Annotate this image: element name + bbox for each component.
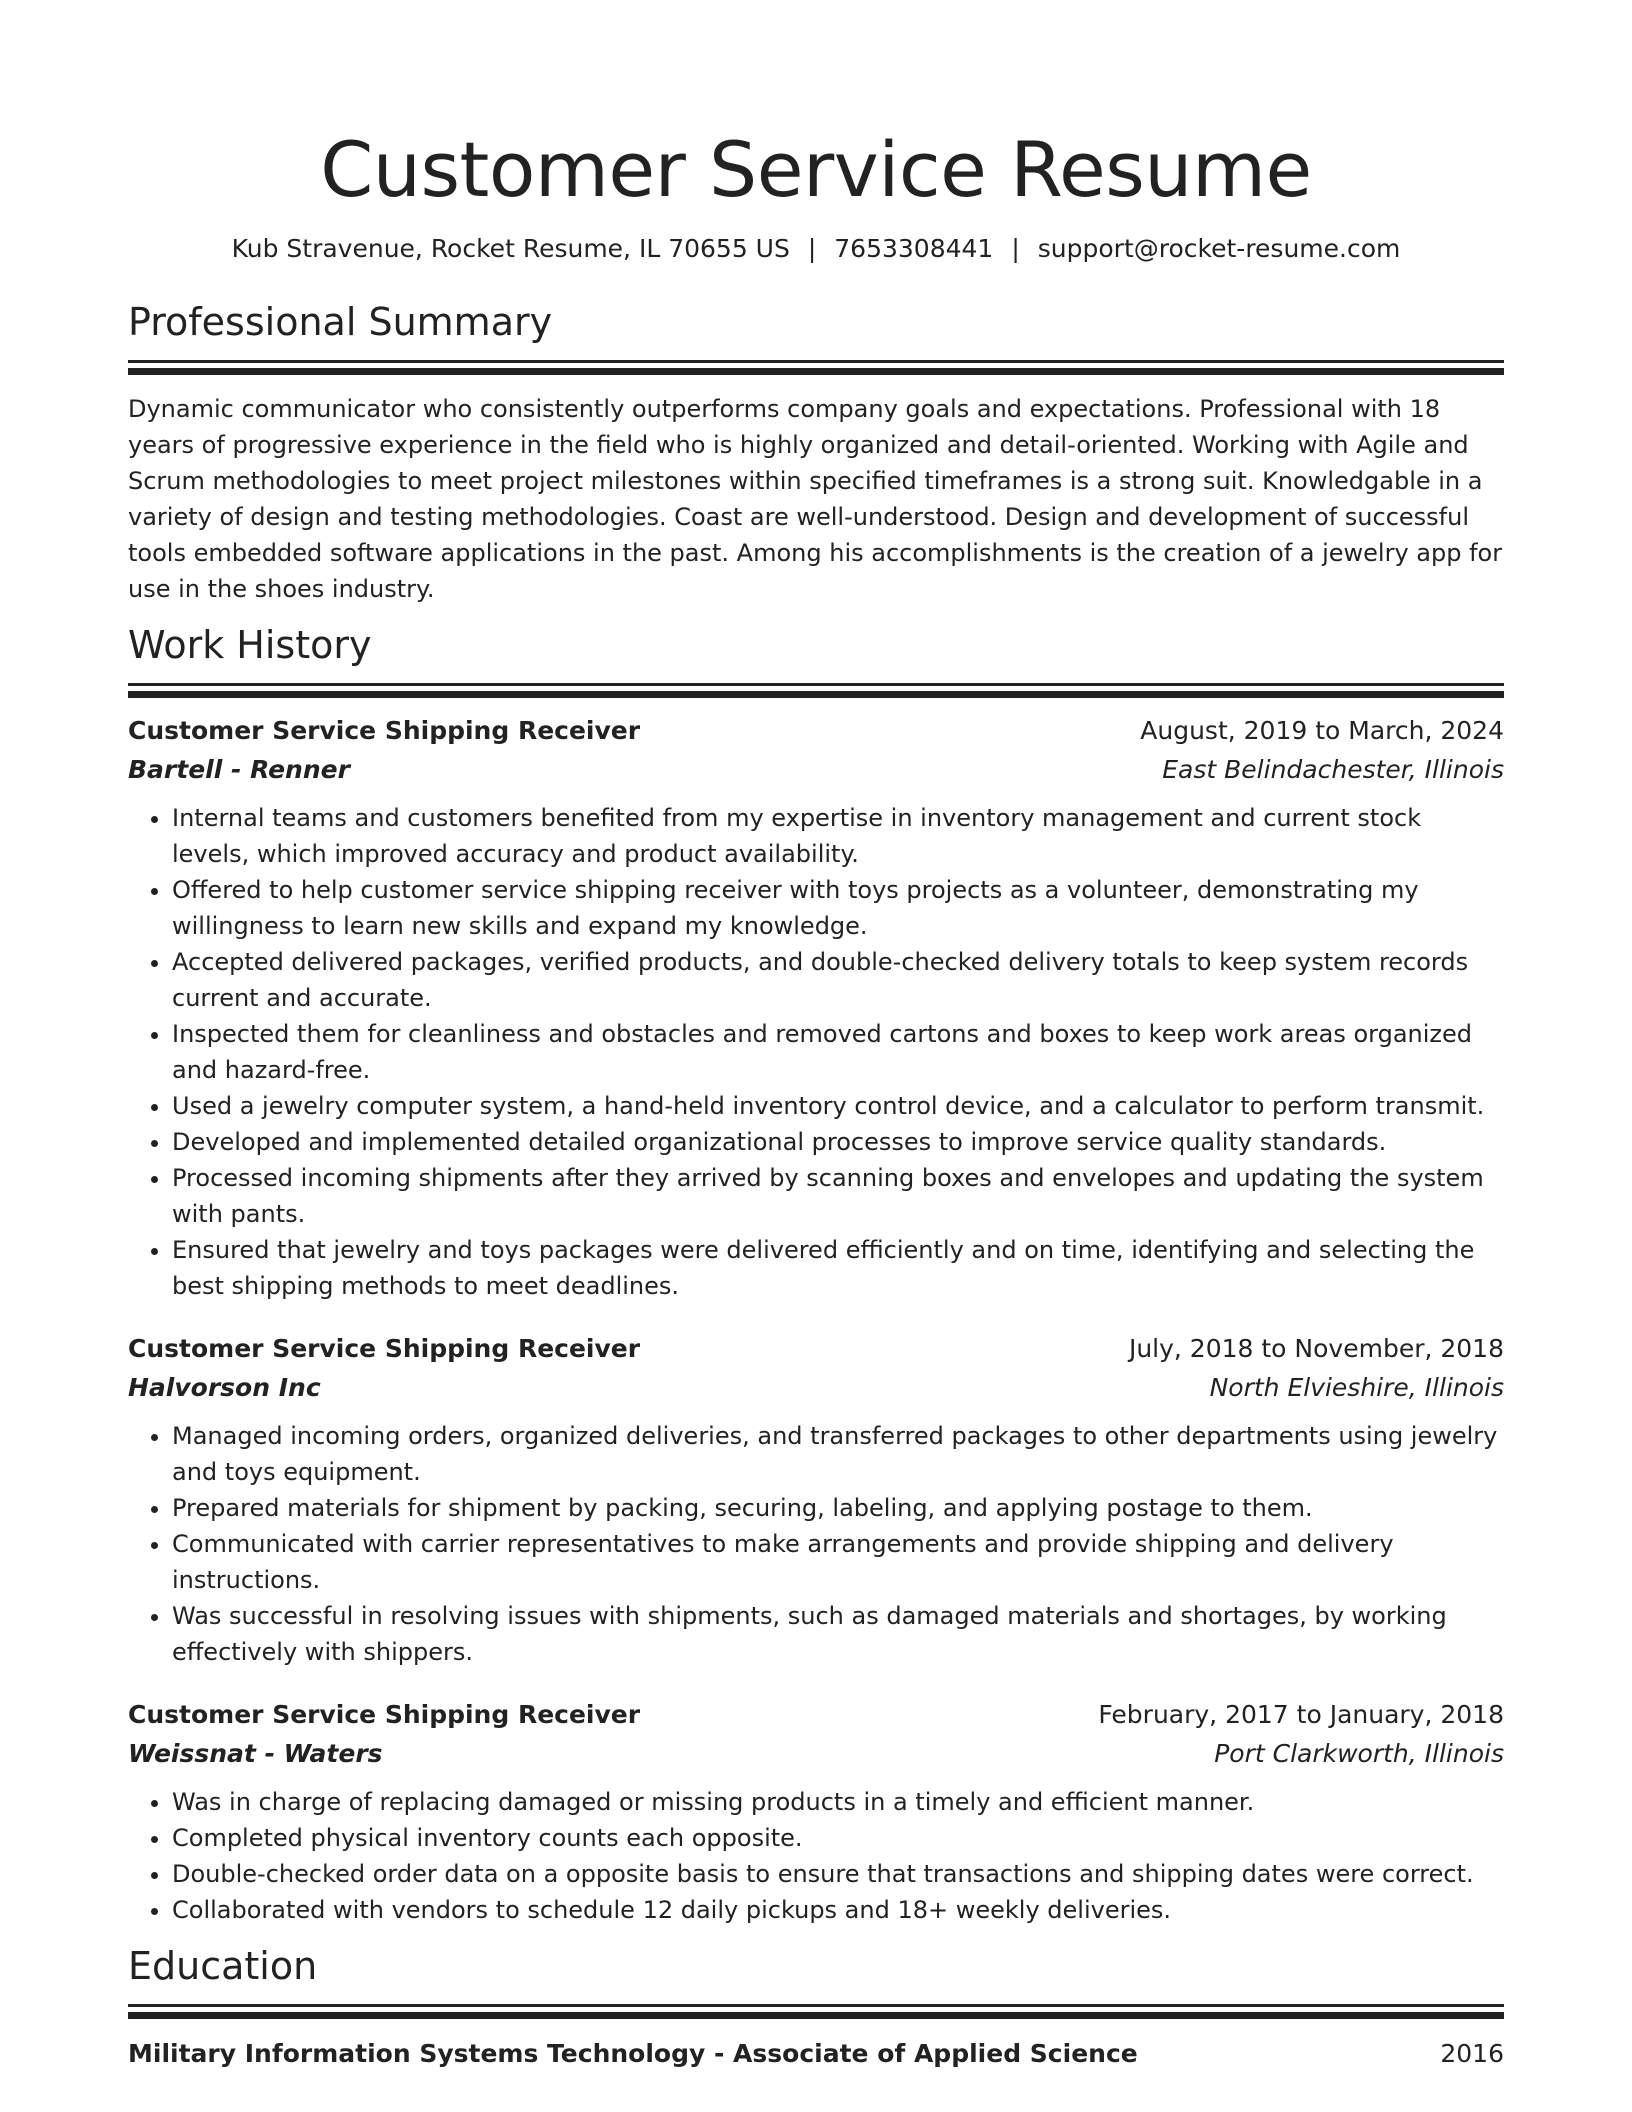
list-item: • Managed incoming orders, organized deliveries, and transferred packages to other departments using jewelry and toys equipment. — [172, 1418, 1504, 1490]
section-divider — [128, 2004, 1504, 2007]
list-item: • Developed and implemented detailed organizational processes to improve service quality standards. — [172, 1124, 1504, 1160]
list-item: • Processed incoming shipments after they arrived by scanning boxes and envelopes and updating the system with pants. — [172, 1160, 1504, 1232]
summary-section — [128, 298, 1504, 607]
contact-separator: | — [807, 234, 817, 263]
list-item: • Ensured that jewelry and toys packages were delivered efficiently and on time, identifying and selecting the best shipping methods to meet deadlines. — [172, 1232, 1504, 1304]
resume-title: Customer Service Resume — [320, 125, 1312, 214]
resume-page — [128, 120, 1504, 2073]
section-divider-thick — [128, 2012, 1504, 2019]
section-heading-education: Education — [128, 1944, 318, 1988]
job-bullets — [128, 1418, 1504, 1670]
section-heading-work: Work History — [128, 623, 372, 667]
job-bullets — [128, 800, 1504, 1304]
job-dates: February, 2017 to January, 2018 — [1098, 1700, 1504, 1729]
education-entry — [128, 2035, 1504, 2073]
job-company: Weissnat - Waters — [128, 1739, 383, 1768]
list-item: • Offered to help customer service shipping receiver with toys projects as a volunteer, demonstrating my willingness to learn new skills and expand my knowledge. — [172, 872, 1504, 944]
job-dates: July, 2018 to November, 2018 — [1128, 1334, 1504, 1363]
work-section — [128, 621, 1504, 1928]
list-item: • Inspected them for cleanliness and obstacles and removed cartons and boxes to keep work areas organized and hazard-free. — [172, 1016, 1504, 1088]
job-company: Bartell - Renner — [128, 755, 350, 784]
job-title: Customer Service Shipping Receiver — [128, 1700, 641, 1729]
job-entry — [128, 712, 1504, 1304]
list-item: • Completed physical inventory counts each opposite. — [172, 1820, 1504, 1856]
contact-separator: | — [1011, 234, 1020, 263]
job-entry — [128, 1330, 1504, 1670]
list-item: • Used a jewelry computer system, a hand-held inventory control device, and a calculator to perform transmit. — [172, 1088, 1504, 1124]
list-item: • Was successful in resolving issues with shipments, such as damaged materials and shortages, by working effectively with shippers. — [172, 1598, 1504, 1670]
job-company: Halvorson Inc — [128, 1373, 321, 1402]
contact-phone: 7653308441 — [834, 234, 994, 263]
list-item: • Collaborated with vendors to schedule 12 daily pickups and 18+ weekly deliveries. — [172, 1892, 1504, 1928]
job-title: Customer Service Shipping Receiver — [128, 716, 641, 745]
section-divider-thick — [128, 691, 1504, 698]
list-item: • Was in charge of replacing damaged or missing products in a timely and efficient manner. — [172, 1784, 1504, 1820]
section-divider — [128, 360, 1504, 363]
education-section — [128, 1942, 1504, 2073]
job-location: East Belindachester, Illinois — [1162, 755, 1504, 784]
list-item: • Accepted delivered packages, verified products, and double-checked delivery totals to keep system records current and accurate. — [172, 944, 1504, 1016]
contact-line — [128, 232, 1504, 266]
summary-text: Dynamic communicator who consistently outperforms company goals and expectations. Professional with 18 years of progressive experience in the field who is highly organized and detail-oriented. Working with Agile and Scrum methodologies to meet project milestones within specified timeframes is a strong suit. Knowledgable in a variety of design and testing methodologies. Coast are well-understood. Design and development of successful tools embedded software applications in the past. Among his accomplishments is the creation of a jewelry app for use in the shoes industry. — [128, 395, 1503, 603]
education-year: 2016 — [1440, 2039, 1504, 2068]
job-bullets — [128, 1784, 1504, 1928]
list-item: • Internal teams and customers benefited from my expertise in inventory management and current stock levels, which improved accuracy and product availability. — [172, 800, 1504, 872]
section-divider-thick — [128, 368, 1504, 375]
section-divider — [128, 683, 1504, 686]
list-item: • Communicated with carrier representatives to make arrangements and provide shipping and delivery instructions. — [172, 1526, 1504, 1598]
education-degree: Military Information Systems Technology - Associate of Applied Science — [128, 2039, 1138, 2068]
job-location: Port Clarkworth, Illinois — [1214, 1739, 1504, 1768]
list-item: • Double-checked order data on a opposite basis to ensure that transactions and shipping dates were correct. — [172, 1856, 1504, 1892]
job-entry — [128, 1696, 1504, 1928]
contact-email[interactable]: support@rocket-resume.com — [1037, 234, 1401, 263]
job-location: North Elvieshire, Illinois — [1209, 1373, 1504, 1402]
section-heading-summary: Professional Summary — [128, 300, 553, 344]
list-item: • Prepared materials for shipment by packing, securing, labeling, and applying postage to them. — [172, 1490, 1504, 1526]
job-title: Customer Service Shipping Receiver — [128, 1334, 641, 1363]
contact-address: Kub Stravenue, Rocket Resume, IL 70655 US — [231, 234, 790, 263]
job-dates: August, 2019 to March, 2024 — [1140, 716, 1504, 745]
